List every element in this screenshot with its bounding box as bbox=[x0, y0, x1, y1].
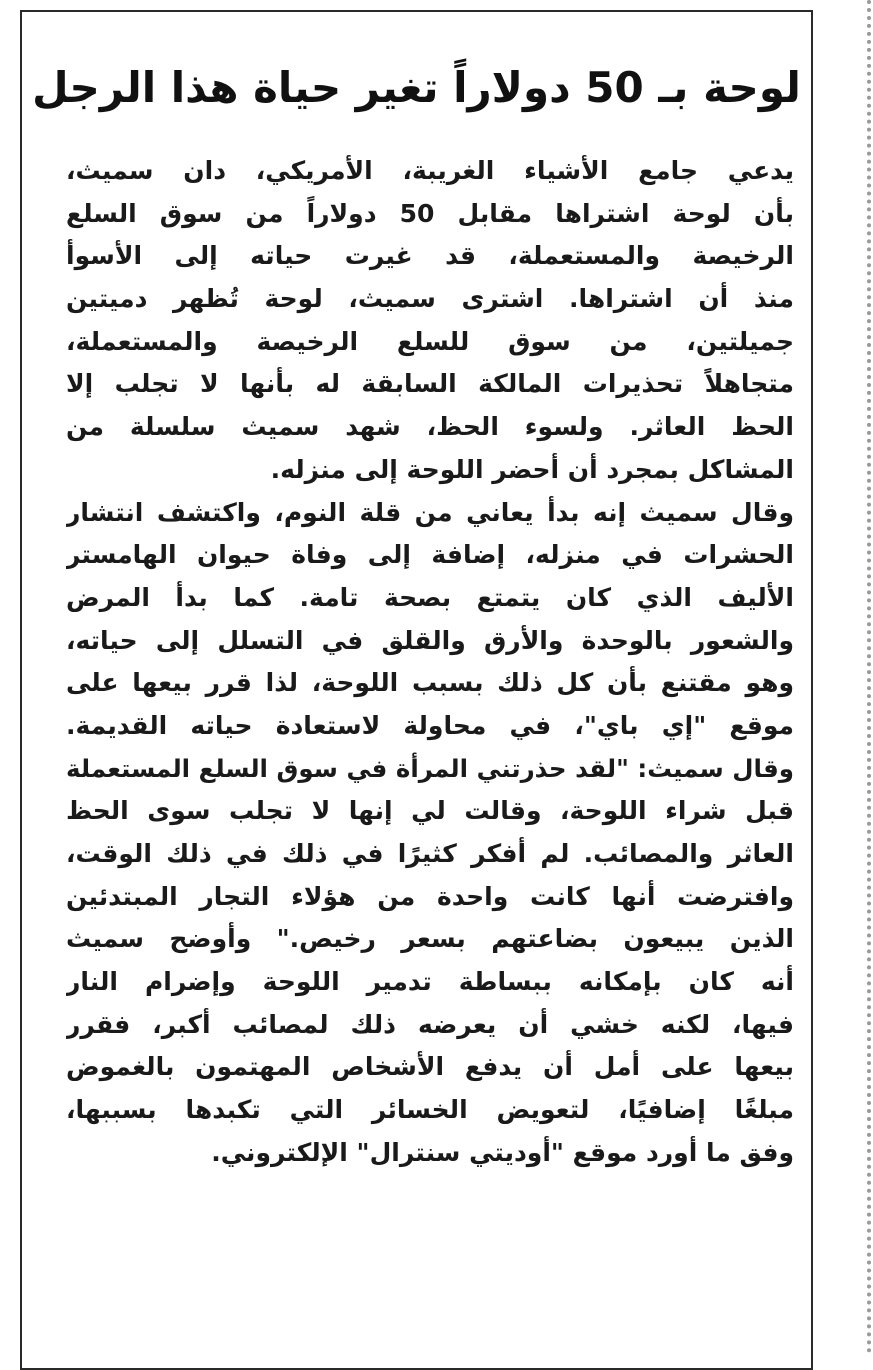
article-line: وفق ما أورد موقع "أوديتي سنترال" الإلكتروني. bbox=[211, 1137, 794, 1167]
article-line: الحظ العاثر. ولسوء الحظ، شهد سميث سلسلة من bbox=[66, 412, 794, 442]
article-line: متجاهلاً تحذيرات المالكة السابقة له بأنها لا تجلب إلا bbox=[66, 369, 794, 399]
article-line: أنه كان بإمكانه ببساطة تدمير اللوحة وإضرام النار bbox=[66, 967, 794, 997]
article-line: وافترضت أنها كانت واحدة من هؤلاء التجار المبتدئين bbox=[66, 881, 794, 911]
article-line: الذين يبيعون بضاعتهم بسعر رخيص." وأوضح سميث bbox=[66, 924, 794, 954]
article-line: العاثر والمصائب. لم أفكر كثيرًا في ذلك في ذلك الوقت، bbox=[66, 839, 794, 868]
article-line: بأن لوحة اشتراها مقابل 50 دولاراً من سوق السلع bbox=[66, 198, 794, 228]
article-line: وقال سميث إنه بدأ يعاني من قلة النوم، واكتشف انتشار bbox=[66, 497, 794, 527]
article-line: بيعها على أمل أن يدفع الأشخاص المهتمون بالغموض bbox=[66, 1052, 794, 1082]
article-body bbox=[66, 150, 794, 1175]
article-line: وهو مقتنع بأن كل ذلك بسبب اللوحة، لذا قرر بيعها على bbox=[66, 668, 794, 698]
article-line: الحشرات في منزله، إضافة إلى وفاة حيوان الهامستر bbox=[66, 540, 794, 570]
article-line: فيها، لكنه خشي أن يعرضه ذلك لمصائب أكبر، فقرر bbox=[66, 1009, 794, 1039]
article-line: والشعور بالوحدة والأرق والقلق في التسلل إلى حياته، bbox=[66, 625, 794, 655]
article-line: منذ أن اشتراها. اشترى سميث، لوحة تُظهر دميتين bbox=[66, 284, 794, 314]
article-line: المشاكل بمجرد أن أحضر اللوحة إلى منزله. bbox=[270, 454, 794, 484]
article-line: يدعي جامع الأشياء الغريبة، الأمريكي، دان سميث، bbox=[66, 156, 794, 185]
article-line: قبل شراء اللوحة، وقالت لي إنها لا تجلب سوى الحظ bbox=[66, 796, 794, 826]
article-headline: لوحة بـ 50 دولاراً تغير حياة هذا الرجل bbox=[32, 63, 801, 112]
article-line: مبلغًا إضافيًا، لتعويض الخسائر التي تكبدها بسببها، bbox=[66, 1095, 794, 1125]
article-line: جميلتين، من سوق للسلع الرخيصة والمستعملة، bbox=[66, 326, 794, 356]
column-divider bbox=[867, 0, 871, 1354]
article-line: الرخيصة والمستعملة، قد غيرت حياته إلى الأسوأ bbox=[66, 241, 794, 271]
article-line: وقال سميث: "لقد حذرتني المرأة في سوق السلع المستعملة bbox=[66, 753, 794, 783]
article-line: الأليف الذي كان يتمتع بصحة تامة. كما بدأ المرض bbox=[66, 582, 794, 612]
article-line: موقع "إي باي"، في محاولة لاستعادة حياته القديمة. bbox=[66, 710, 794, 740]
